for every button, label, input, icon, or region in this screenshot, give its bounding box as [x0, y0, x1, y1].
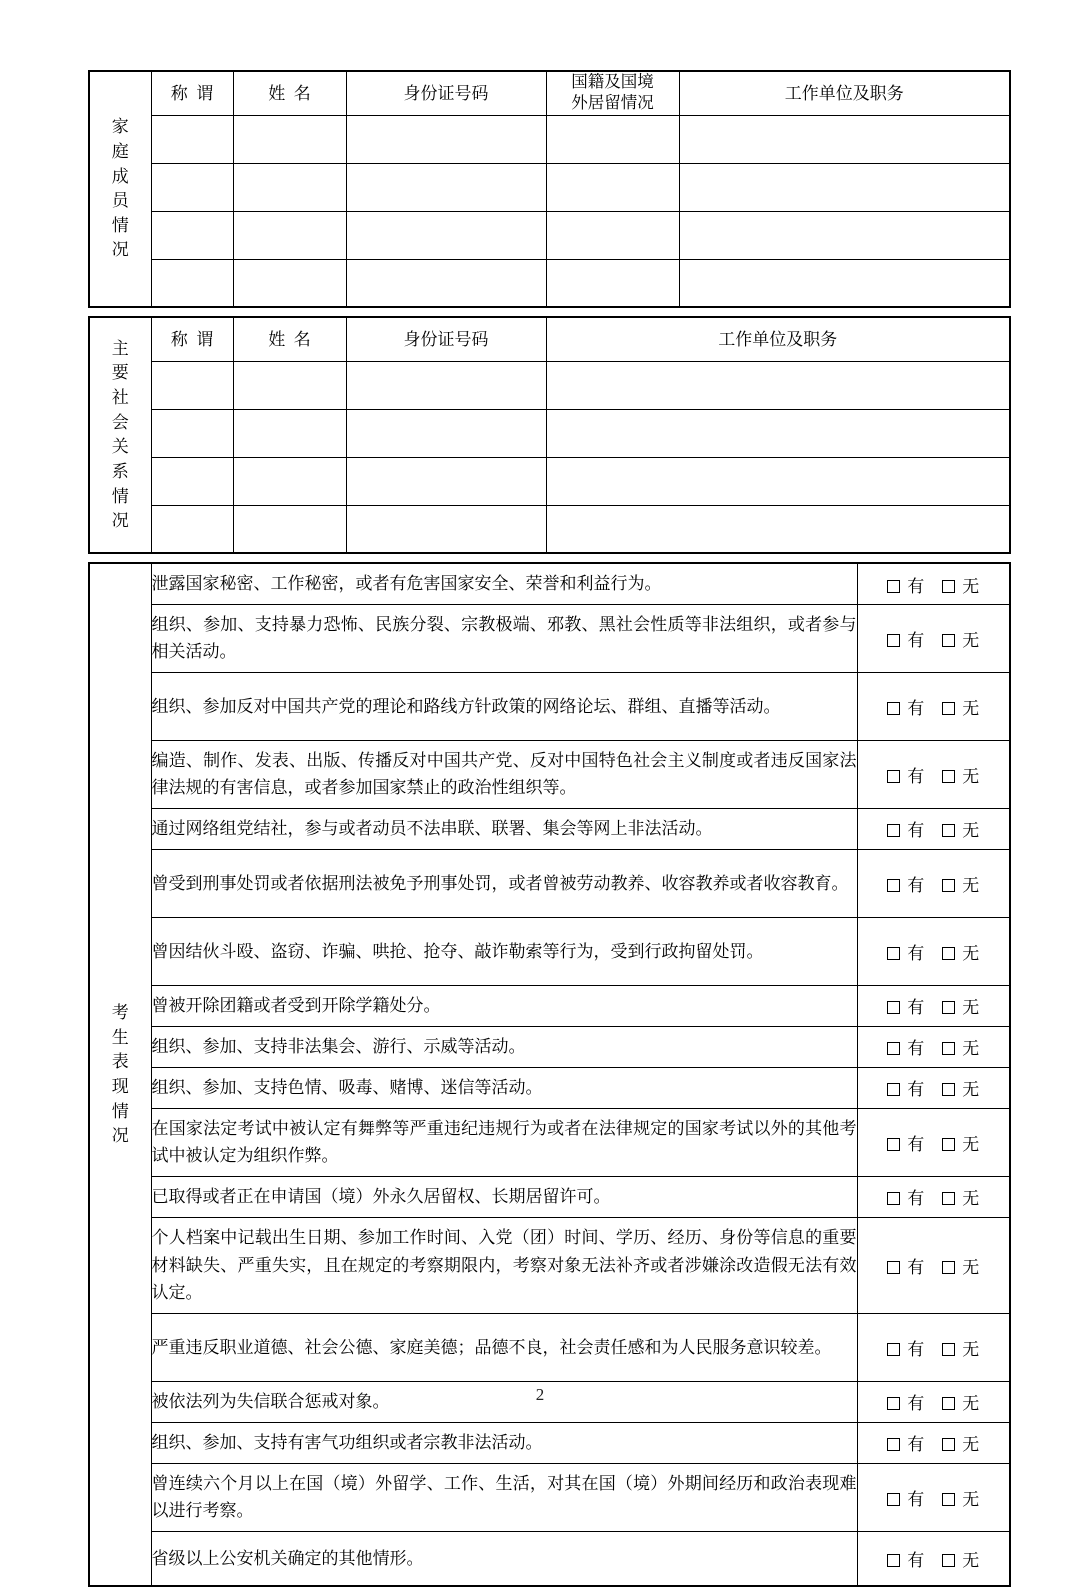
family-cell-id-number[interactable]	[346, 163, 546, 211]
conduct-yes-checkbox-icon[interactable]	[887, 1192, 900, 1205]
conduct-no-label: 无	[962, 766, 980, 786]
conduct-row	[89, 808, 1010, 849]
conduct-no-label: 无	[962, 1339, 980, 1359]
conduct-item-text: 已取得或者正在申请国（境）外永久居留权、长期居留许可。	[151, 1176, 857, 1217]
conduct-item-text: 个人档案中记载出生日期、参加工作时间、入党（团）时间、学历、经历、身份等信息的重要材料缺失、严重失实，且在规定的考察期限内，考察对象无法补齐或者涉嫌涂改造假无法有效认定。	[151, 1217, 857, 1313]
conduct-no-label: 无	[962, 1489, 980, 1509]
conduct-choice-cell	[857, 1313, 1010, 1381]
social-cell-relation[interactable]	[151, 361, 233, 409]
conduct-no-option[interactable]	[942, 939, 979, 964]
social-cell-name[interactable]	[233, 409, 346, 457]
social-header-id-number: 身份证号码	[346, 317, 546, 361]
conduct-no-option[interactable]	[942, 762, 979, 787]
conduct-yes-label: 有	[907, 875, 925, 895]
conduct-choice-cell	[857, 604, 1010, 672]
conduct-item-text: 曾被开除团籍或者受到开除学籍处分。	[151, 985, 857, 1026]
conduct-no-label: 无	[962, 1039, 980, 1059]
family-cell-name[interactable]	[233, 211, 346, 259]
social-cell-work-unit[interactable]	[546, 505, 1010, 553]
table-row[interactable]	[89, 457, 1010, 505]
family-header-name: 姓名	[233, 71, 346, 115]
conduct-choice-cell	[857, 849, 1010, 917]
conduct-yes-option[interactable]	[887, 626, 924, 651]
family-cell-relation[interactable]	[151, 163, 233, 211]
conduct-row	[89, 917, 1010, 985]
conduct-yes-label: 有	[907, 998, 925, 1018]
conduct-item-text: 省级以上公安机关确定的其他情形。	[151, 1531, 857, 1586]
conduct-item-text: 编造、制作、发表、出版、传播反对中国共产党、反对中国特色社会主义制度或者违反国家法律法规的有害信息，或者参加国家禁止的政治性组织等。	[151, 740, 857, 808]
conduct-yes-label: 有	[907, 576, 925, 596]
conduct-no-label: 无	[962, 698, 980, 718]
family-cell-work-unit[interactable]	[679, 115, 1010, 163]
conduct-no-option[interactable]	[942, 626, 979, 651]
conduct-no-option[interactable]	[942, 1335, 979, 1360]
conduct-yes-option[interactable]	[887, 939, 924, 964]
table-row[interactable]	[89, 409, 1010, 457]
family-cell-nationality[interactable]	[546, 211, 679, 259]
table-row[interactable]	[89, 211, 1010, 259]
conduct-row	[89, 1463, 1010, 1531]
conduct-yes-option[interactable]	[887, 694, 924, 719]
conduct-choice-cell	[857, 672, 1010, 740]
family-cell-nationality[interactable]	[546, 115, 679, 163]
conduct-yes-label: 有	[907, 698, 925, 718]
conduct-no-checkbox-icon[interactable]	[942, 1192, 955, 1205]
conduct-yes-checkbox-icon[interactable]	[887, 1138, 900, 1151]
family-header-id-number: 身份证号码	[346, 71, 546, 115]
family-cell-name[interactable]	[233, 259, 346, 307]
conduct-yes-option[interactable]	[887, 1335, 924, 1360]
social-cell-work-unit[interactable]	[546, 361, 1010, 409]
candidate-conduct-table	[88, 562, 1011, 1587]
conduct-choice-cell	[857, 1531, 1010, 1586]
conduct-no-checkbox-icon[interactable]	[942, 879, 955, 892]
conduct-no-option[interactable]	[942, 993, 979, 1018]
conduct-row	[89, 1108, 1010, 1176]
conduct-yes-option[interactable]	[887, 1430, 924, 1455]
family-header-nationality-line2: 外居留情况	[571, 94, 654, 113]
conduct-row	[89, 1026, 1010, 1067]
conduct-yes-option[interactable]	[887, 1034, 924, 1059]
conduct-item-text: 在国家法定考试中被认定有舞弊等严重违纪违规行为或者在法律规定的国家考试以外的其他考试中被认定为组织作弊。	[151, 1108, 857, 1176]
family-cell-id-number[interactable]	[346, 115, 546, 163]
form-page	[88, 70, 1009, 1587]
conduct-no-label: 无	[962, 1189, 980, 1209]
conduct-yes-checkbox-icon[interactable]	[887, 702, 900, 715]
family-cell-nationality[interactable]	[546, 163, 679, 211]
conduct-item-text: 泄露国家秘密、工作秘密，或者有危害国家安全、荣誉和利益行为。	[151, 563, 857, 604]
table-row[interactable]	[89, 163, 1010, 211]
family-cell-work-unit[interactable]	[679, 211, 1010, 259]
conduct-no-checkbox-icon[interactable]	[942, 580, 955, 593]
conduct-no-label: 无	[962, 1551, 980, 1571]
conduct-side-label: 考 生 表 现 情 况	[89, 563, 151, 1586]
conduct-no-checkbox-icon[interactable]	[942, 702, 955, 715]
conduct-yes-option[interactable]	[887, 871, 924, 896]
conduct-no-checkbox-icon[interactable]	[942, 1493, 955, 1506]
conduct-yes-checkbox-icon[interactable]	[887, 1261, 900, 1274]
conduct-yes-checkbox-icon[interactable]	[887, 770, 900, 783]
conduct-yes-label: 有	[907, 1339, 925, 1359]
conduct-no-option[interactable]	[942, 572, 979, 597]
conduct-item-text: 曾受到刑事处罚或者依据刑法被免予刑事处罚，或者曾被劳动教养、收容教养或者收容教育。	[151, 849, 857, 917]
social-cell-id-number[interactable]	[346, 409, 546, 457]
conduct-yes-label: 有	[907, 1435, 925, 1455]
social-header-work-unit-position: 工作单位及职务	[546, 317, 1010, 361]
conduct-no-checkbox-icon[interactable]	[942, 1001, 955, 1014]
conduct-item-text: 被依法列为失信联合惩戒对象。	[151, 1381, 857, 1422]
conduct-yes-checkbox-icon[interactable]	[887, 947, 900, 960]
conduct-choice-cell	[857, 1422, 1010, 1463]
family-cell-id-number[interactable]	[346, 259, 546, 307]
conduct-yes-option[interactable]	[887, 572, 924, 597]
conduct-yes-label: 有	[907, 630, 925, 650]
conduct-row	[89, 1217, 1010, 1313]
conduct-choice-cell	[857, 1176, 1010, 1217]
conduct-yes-option[interactable]	[887, 1253, 924, 1278]
conduct-yes-label: 有	[907, 1489, 925, 1509]
conduct-yes-checkbox-icon[interactable]	[887, 879, 900, 892]
conduct-yes-checkbox-icon[interactable]	[887, 1042, 900, 1055]
conduct-yes-option[interactable]	[887, 1184, 924, 1209]
family-cell-work-unit[interactable]	[679, 163, 1010, 211]
conduct-row	[89, 604, 1010, 672]
conduct-row	[89, 1531, 1010, 1586]
conduct-choice-cell	[857, 1026, 1010, 1067]
conduct-no-checkbox-icon[interactable]	[942, 770, 955, 783]
conduct-no-label: 无	[962, 1134, 980, 1154]
conduct-no-option[interactable]	[942, 1130, 979, 1155]
conduct-yes-option[interactable]	[887, 816, 924, 841]
conduct-choice-cell	[857, 1217, 1010, 1313]
page-number: 2	[535, 1385, 545, 1404]
social-cell-id-number[interactable]	[346, 457, 546, 505]
conduct-no-option[interactable]	[942, 1075, 979, 1100]
conduct-item-text: 严重违反职业道德、社会公德、家庭美德；品德不良，社会责任感和为人民服务意识较差。	[151, 1313, 857, 1381]
family-cell-relation[interactable]	[151, 259, 233, 307]
conduct-no-checkbox-icon[interactable]	[942, 1554, 955, 1567]
conduct-no-label: 无	[962, 576, 980, 596]
conduct-no-option[interactable]	[942, 1184, 979, 1209]
family-members-table	[88, 70, 1011, 308]
conduct-no-label: 无	[962, 998, 980, 1018]
conduct-choice-cell	[857, 740, 1010, 808]
conduct-row	[89, 672, 1010, 740]
conduct-item-text: 曾因结伙斗殴、盗窃、诈骗、哄抢、抢夺、敲诈勒索等行为，受到行政拘留处罚。	[151, 917, 857, 985]
conduct-item-text: 组织、参加、支持有害气功组织或者宗教非法活动。	[151, 1422, 857, 1463]
conduct-yes-checkbox-icon[interactable]	[887, 1001, 900, 1014]
family-header-nationality-residence	[546, 71, 679, 115]
family-cell-relation[interactable]	[151, 211, 233, 259]
conduct-yes-option[interactable]	[887, 1075, 924, 1100]
social-cell-relation[interactable]	[151, 457, 233, 505]
conduct-no-option[interactable]	[942, 694, 979, 719]
conduct-no-checkbox-icon[interactable]	[942, 824, 955, 837]
conduct-choice-cell	[857, 808, 1010, 849]
conduct-no-option[interactable]	[942, 1546, 979, 1571]
conduct-yes-option[interactable]	[887, 1485, 924, 1510]
family-cell-name[interactable]	[233, 163, 346, 211]
conduct-item-text: 组织、参加反对中国共产党的理论和路线方针政策的网络论坛、群组、直播等活动。	[151, 672, 857, 740]
conduct-row	[89, 985, 1010, 1026]
conduct-no-label: 无	[962, 1080, 980, 1100]
conduct-item-text: 曾连续六个月以上在国（境）外留学、工作、生活，对其在国（境）外期间经历和政治表现难以进行考察。	[151, 1463, 857, 1531]
conduct-choice-cell	[857, 917, 1010, 985]
conduct-yes-checkbox-icon[interactable]	[887, 1083, 900, 1096]
conduct-no-checkbox-icon[interactable]	[942, 634, 955, 647]
table-row[interactable]	[89, 115, 1010, 163]
conduct-row	[89, 740, 1010, 808]
conduct-item-text: 组织、参加、支持暴力恐怖、民族分裂、宗教极端、邪教、黑社会性质等非法组织，或者参与相关活动。	[151, 604, 857, 672]
conduct-yes-label: 有	[907, 1039, 925, 1059]
conduct-no-option[interactable]	[942, 871, 979, 896]
conduct-no-checkbox-icon[interactable]	[942, 947, 955, 960]
conduct-yes-checkbox-icon[interactable]	[887, 1554, 900, 1567]
family-header-nationality-line1: 国籍及国境	[571, 73, 654, 91]
conduct-yes-option[interactable]	[887, 1130, 924, 1155]
social-relations-table	[88, 316, 1011, 554]
conduct-row	[89, 1067, 1010, 1108]
social-cell-relation[interactable]	[151, 409, 233, 457]
conduct-no-label: 无	[962, 875, 980, 895]
conduct-no-option[interactable]	[942, 1034, 979, 1059]
conduct-choice-cell	[857, 1067, 1010, 1108]
conduct-no-checkbox-icon[interactable]	[942, 1083, 955, 1096]
conduct-choice-cell	[857, 1463, 1010, 1531]
social-side-label: 主 要 社 会 关 系 情 况	[89, 317, 151, 553]
conduct-row	[89, 849, 1010, 917]
conduct-item-text: 组织、参加、支持色情、吸毒、赌博、迷信等活动。	[151, 1067, 857, 1108]
social-cell-id-number[interactable]	[346, 361, 546, 409]
conduct-no-checkbox-icon[interactable]	[942, 1343, 955, 1356]
family-cell-nationality[interactable]	[546, 259, 679, 307]
social-cell-name[interactable]	[233, 505, 346, 553]
conduct-no-checkbox-icon[interactable]	[942, 1042, 955, 1055]
conduct-no-checkbox-icon[interactable]	[942, 1138, 955, 1151]
family-cell-name[interactable]	[233, 115, 346, 163]
conduct-yes-label: 有	[907, 1134, 925, 1154]
conduct-yes-label: 有	[907, 1189, 925, 1209]
conduct-yes-checkbox-icon[interactable]	[887, 634, 900, 647]
conduct-yes-checkbox-icon[interactable]	[887, 1343, 900, 1356]
social-cell-relation[interactable]	[151, 505, 233, 553]
table-row[interactable]	[89, 259, 1010, 307]
social-header-name: 姓名	[233, 317, 346, 361]
social-cell-name[interactable]	[233, 457, 346, 505]
conduct-yes-label: 有	[907, 821, 925, 841]
conduct-item-text: 组织、参加、支持非法集会、游行、示威等活动。	[151, 1026, 857, 1067]
conduct-no-checkbox-icon[interactable]	[942, 1261, 955, 1274]
conduct-row	[89, 1176, 1010, 1217]
conduct-no-label: 无	[962, 821, 980, 841]
conduct-no-checkbox-icon[interactable]	[942, 1438, 955, 1451]
conduct-choice-cell	[857, 985, 1010, 1026]
conduct-yes-label: 有	[907, 1257, 925, 1277]
table-row[interactable]	[89, 361, 1010, 409]
family-header-relation: 称谓	[151, 71, 233, 115]
family-side-label: 家 庭 成 员 情 况	[89, 71, 151, 307]
social-cell-work-unit[interactable]	[546, 457, 1010, 505]
family-cell-relation[interactable]	[151, 115, 233, 163]
conduct-yes-checkbox-icon[interactable]	[887, 1493, 900, 1506]
conduct-yes-label: 有	[907, 943, 925, 963]
conduct-no-label: 无	[962, 1435, 980, 1455]
family-header-work-unit-position: 工作单位及职务	[679, 71, 1010, 115]
conduct-no-option[interactable]	[942, 816, 979, 841]
family-cell-work-unit[interactable]	[679, 259, 1010, 307]
conduct-yes-option[interactable]	[887, 993, 924, 1018]
conduct-yes-option[interactable]	[887, 1546, 924, 1571]
conduct-no-option[interactable]	[942, 1253, 979, 1278]
family-cell-id-number[interactable]	[346, 211, 546, 259]
conduct-no-label: 无	[962, 1257, 980, 1277]
conduct-no-label: 无	[962, 943, 980, 963]
conduct-row	[89, 563, 1010, 604]
conduct-no-label: 无	[962, 1394, 980, 1414]
conduct-no-option[interactable]	[942, 1430, 979, 1455]
table-row[interactable]	[89, 505, 1010, 553]
conduct-yes-label: 有	[907, 1394, 925, 1414]
conduct-row	[89, 1313, 1010, 1381]
social-cell-name[interactable]	[233, 361, 346, 409]
conduct-yes-label: 有	[907, 766, 925, 786]
social-cell-id-number[interactable]	[346, 505, 546, 553]
social-cell-work-unit[interactable]	[546, 409, 1010, 457]
conduct-yes-option[interactable]	[887, 762, 924, 787]
conduct-yes-checkbox-icon[interactable]	[887, 580, 900, 593]
conduct-yes-checkbox-icon[interactable]	[887, 1438, 900, 1451]
conduct-no-option[interactable]	[942, 1485, 979, 1510]
conduct-item-text: 通过网络组党结社，参与或者动员不法串联、联署、集会等网上非法活动。	[151, 808, 857, 849]
conduct-yes-label: 有	[907, 1551, 925, 1571]
conduct-choice-cell	[857, 1108, 1010, 1176]
social-header-relation: 称谓	[151, 317, 233, 361]
conduct-no-label: 无	[962, 630, 980, 650]
conduct-yes-label: 有	[907, 1080, 925, 1100]
conduct-choice-cell	[857, 563, 1010, 604]
conduct-row	[89, 1422, 1010, 1463]
conduct-yes-checkbox-icon[interactable]	[887, 824, 900, 837]
